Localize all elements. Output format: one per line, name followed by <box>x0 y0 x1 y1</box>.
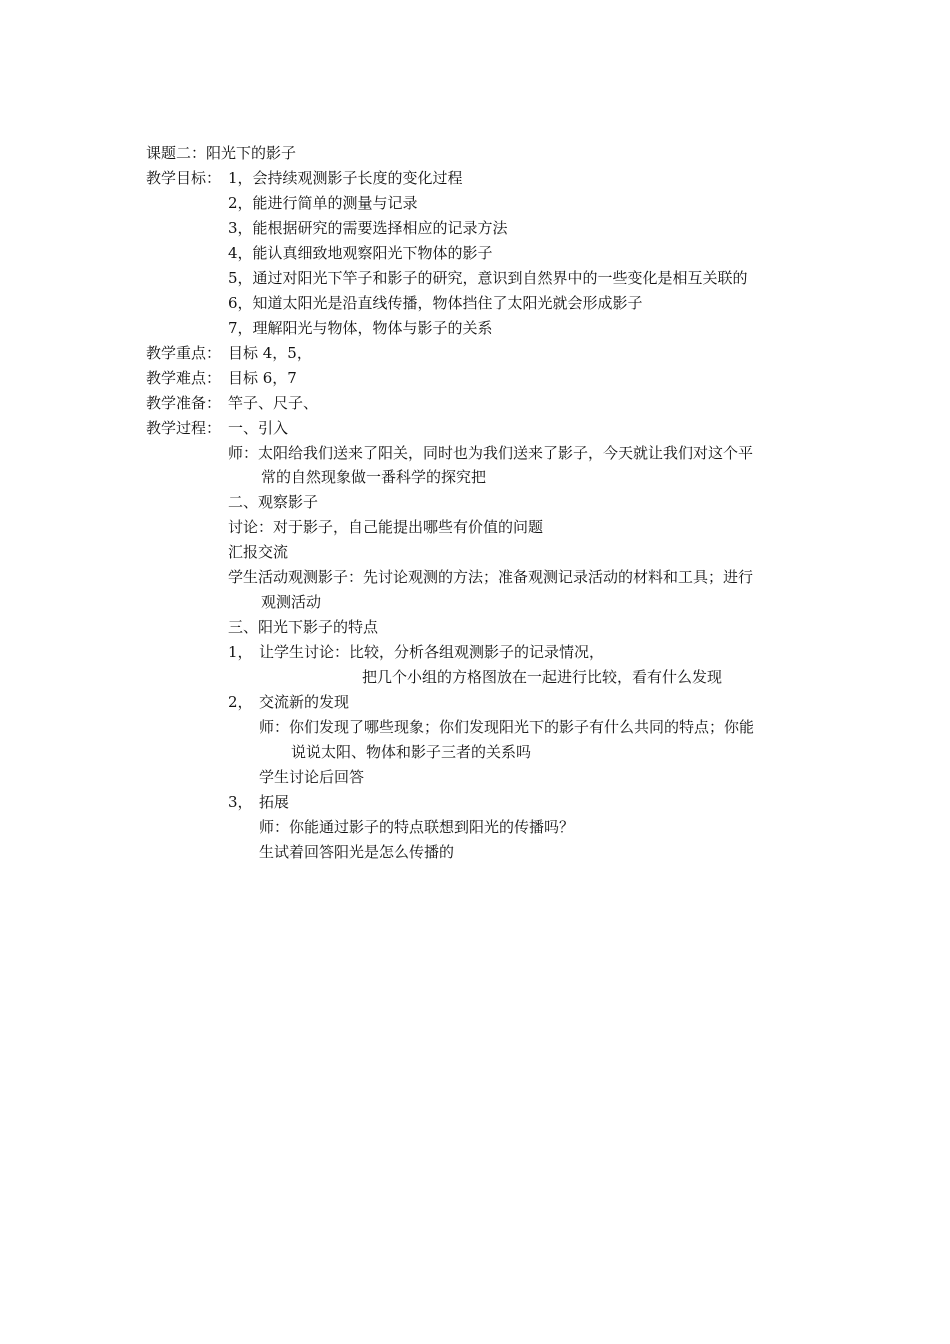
observe-activity-line-cont: 观测活动 <box>261 593 322 611</box>
objective-item: 2，能进行简单的测量与记录 <box>228 194 418 212</box>
key-points-row <box>146 343 312 363</box>
step1-row <box>228 642 604 662</box>
step2-teacher-line-cont: 说说太阳、物体和影子三者的关系吗 <box>291 743 532 761</box>
objectives-label: 教学目标： <box>146 169 222 187</box>
section-heading-observe: 二、观察影子 <box>228 493 319 511</box>
step1-text-cont: 把几个小组的方格图放在一起进行比较，看有什么发现 <box>362 668 723 686</box>
objective-item: 7，理解阳光与物体，物体与影子的关系 <box>228 319 493 337</box>
objective-item: 3，能根据研究的需要选择相应的记录方法 <box>228 219 508 237</box>
step1-number: 1， <box>228 643 253 661</box>
preparation-label: 教学准备： <box>146 394 222 412</box>
observe-discuss: 讨论：对于影子，自己能提出哪些有价值的问题 <box>228 518 544 536</box>
objective-item: 4，能认真细致地观察阳光下物体的影子 <box>228 244 493 262</box>
step2-student: 学生讨论后回答 <box>259 768 365 786</box>
step2-heading: 交流新的发现 <box>259 693 350 711</box>
step2-number: 2， <box>228 693 253 711</box>
difficulties-row <box>146 368 297 388</box>
objectives-row <box>146 168 463 188</box>
step2-row <box>228 692 349 712</box>
step1-text: 让学生讨论：比较，分析各组观测影子的记录情况， <box>259 643 605 661</box>
section-heading-intro: 一、引入 <box>228 419 289 437</box>
step3-teacher: 师：你能通过影子的特点联想到阳光的传播吗？ <box>259 818 575 836</box>
section-heading-features: 三、阳光下影子的特点 <box>228 618 379 636</box>
step3-row <box>228 792 289 812</box>
intro-teacher-line-cont: 常的自然现象做一番科学的探究把 <box>261 468 487 486</box>
objective-item: 6，知道太阳光是沿直线传播，物体挡住了太阳光就会形成影子 <box>228 294 643 312</box>
observe-report: 汇报交流 <box>228 543 289 561</box>
key-points-value: 目标 4，5， <box>228 344 312 362</box>
step3-student: 生试着回答阳光是怎么传播的 <box>259 843 455 861</box>
objective-item: 5，通过对阳光下竿子和影子的研究，意识到自然界中的一些变化是相互关联的 <box>228 269 748 287</box>
key-points-label: 教学重点： <box>146 344 222 362</box>
lesson-title: 课题二：阳光下的影子 <box>146 144 297 162</box>
intro-teacher-line: 师：太阳给我们送来了阳关，同时也为我们送来了影子，今天就让我们对这个平 <box>228 444 754 462</box>
preparation-value: 竿子、尺子、 <box>228 394 319 412</box>
difficulties-label: 教学难点： <box>146 369 222 387</box>
step3-number: 3， <box>228 793 253 811</box>
step2-teacher-line: 师：你们发现了哪些现象；你们发现阳光下的影子有什么共同的特点；你能 <box>259 718 755 736</box>
process-label: 教学过程： <box>146 419 222 437</box>
observe-activity-line: 学生活动观测影子：先讨论观测的方法；准备观测记录活动的材料和工具；进行 <box>228 568 754 586</box>
step3-heading: 拓展 <box>259 793 290 811</box>
difficulties-value: 目标 6，7 <box>228 369 297 387</box>
preparation-row <box>146 393 318 413</box>
process-row <box>146 418 288 438</box>
objective-item: 1，会持续观测影子长度的变化过程 <box>228 169 463 187</box>
